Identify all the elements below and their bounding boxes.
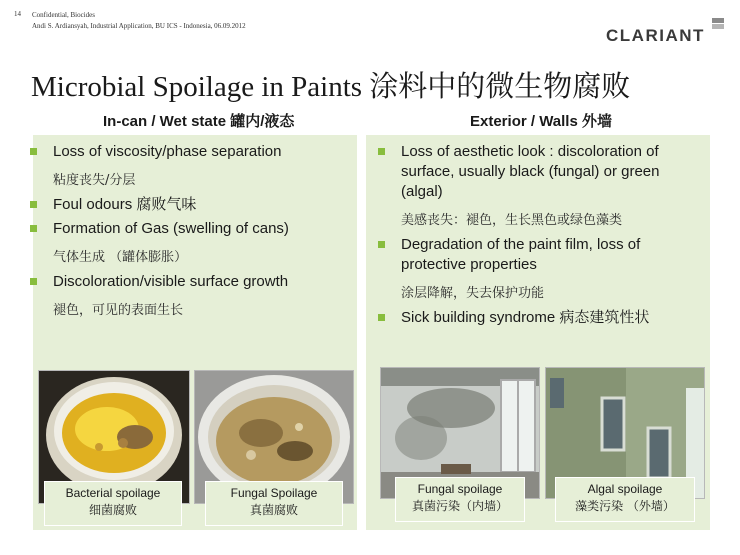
right-column-heading: Exterior / Walls 外墙 xyxy=(470,113,612,130)
logo-mark-icon xyxy=(712,18,724,29)
bullet-square-icon xyxy=(30,278,37,285)
bullet-text: Foul odours 腐败气味 xyxy=(53,196,197,213)
list-item xyxy=(378,142,690,231)
slide-number: 14 xyxy=(14,10,21,18)
caption-text: Bacterial spoilage xyxy=(65,486,161,500)
bullet-text: Loss of viscosity/phase separation xyxy=(53,143,282,160)
bullet-translation: 美感丧失：褪色，生长黑色或绿色藻类 xyxy=(401,213,623,228)
photo-caption xyxy=(44,481,182,526)
bullet-text: Discoloration/visible surface growth xyxy=(53,273,289,290)
bullet-square-icon xyxy=(378,241,385,248)
list-item xyxy=(30,195,350,215)
list-item xyxy=(378,235,690,304)
right-bullet-list xyxy=(378,142,690,332)
bullet-text: Degradation of the paint film, loss of protective properties xyxy=(401,236,641,273)
bullet-square-icon xyxy=(378,148,385,155)
left-column-heading: In-can / Wet state 罐内/液态 xyxy=(103,113,295,130)
bullet-square-icon xyxy=(30,225,37,232)
meta-info xyxy=(32,10,246,32)
photo-caption xyxy=(395,477,525,522)
list-item xyxy=(30,272,350,321)
bullet-translation: 气体生成 （罐体膨胀） xyxy=(53,250,188,265)
bullet-translation: 粘度丧失/分层 xyxy=(53,173,136,188)
clariant-logo: CLARIANT xyxy=(606,26,705,45)
list-item xyxy=(30,219,350,268)
caption-translation: 真菌污染（内墙） xyxy=(411,499,508,513)
caption-text: Fungal spoilage xyxy=(417,482,503,496)
photo-caption xyxy=(555,477,695,522)
bullet-square-icon xyxy=(378,314,385,321)
bullet-translation: 褪色，可见的表面生长 xyxy=(53,303,184,318)
caption-text: Fungal Spoilage xyxy=(230,486,318,500)
meta-line-2: Andi S. Ardiansyah, Industrial Application, BU ICS - Indonesia, 06.09.2012 xyxy=(32,22,246,30)
photo-caption xyxy=(205,481,343,526)
caption-translation: 藻类污染 （外墙） xyxy=(575,499,675,513)
bullet-text: Sick building syndrome 病态建筑性状 xyxy=(401,309,650,326)
bullet-translation: 涂层降解，失去保护功能 xyxy=(401,286,545,301)
caption-text: Algal spoilage xyxy=(587,482,663,496)
page-title: Microbial Spoilage in Paints 涂料中的微生物腐败 xyxy=(31,71,631,103)
bullet-text: Loss of aesthetic look : discoloration of surface, usually black (fungal) or green (algal) xyxy=(401,143,660,200)
list-item xyxy=(378,308,690,328)
bullet-square-icon xyxy=(30,148,37,155)
list-item xyxy=(30,142,350,191)
bullet-text: Formation of Gas (swelling of cans) xyxy=(53,220,289,237)
caption-translation: 细菌腐败 xyxy=(88,503,137,517)
left-bullet-list xyxy=(30,142,350,325)
bullet-square-icon xyxy=(30,201,37,208)
caption-translation: 真菌腐败 xyxy=(249,503,298,517)
meta-line-1: Confidential, Biocides xyxy=(32,11,95,19)
